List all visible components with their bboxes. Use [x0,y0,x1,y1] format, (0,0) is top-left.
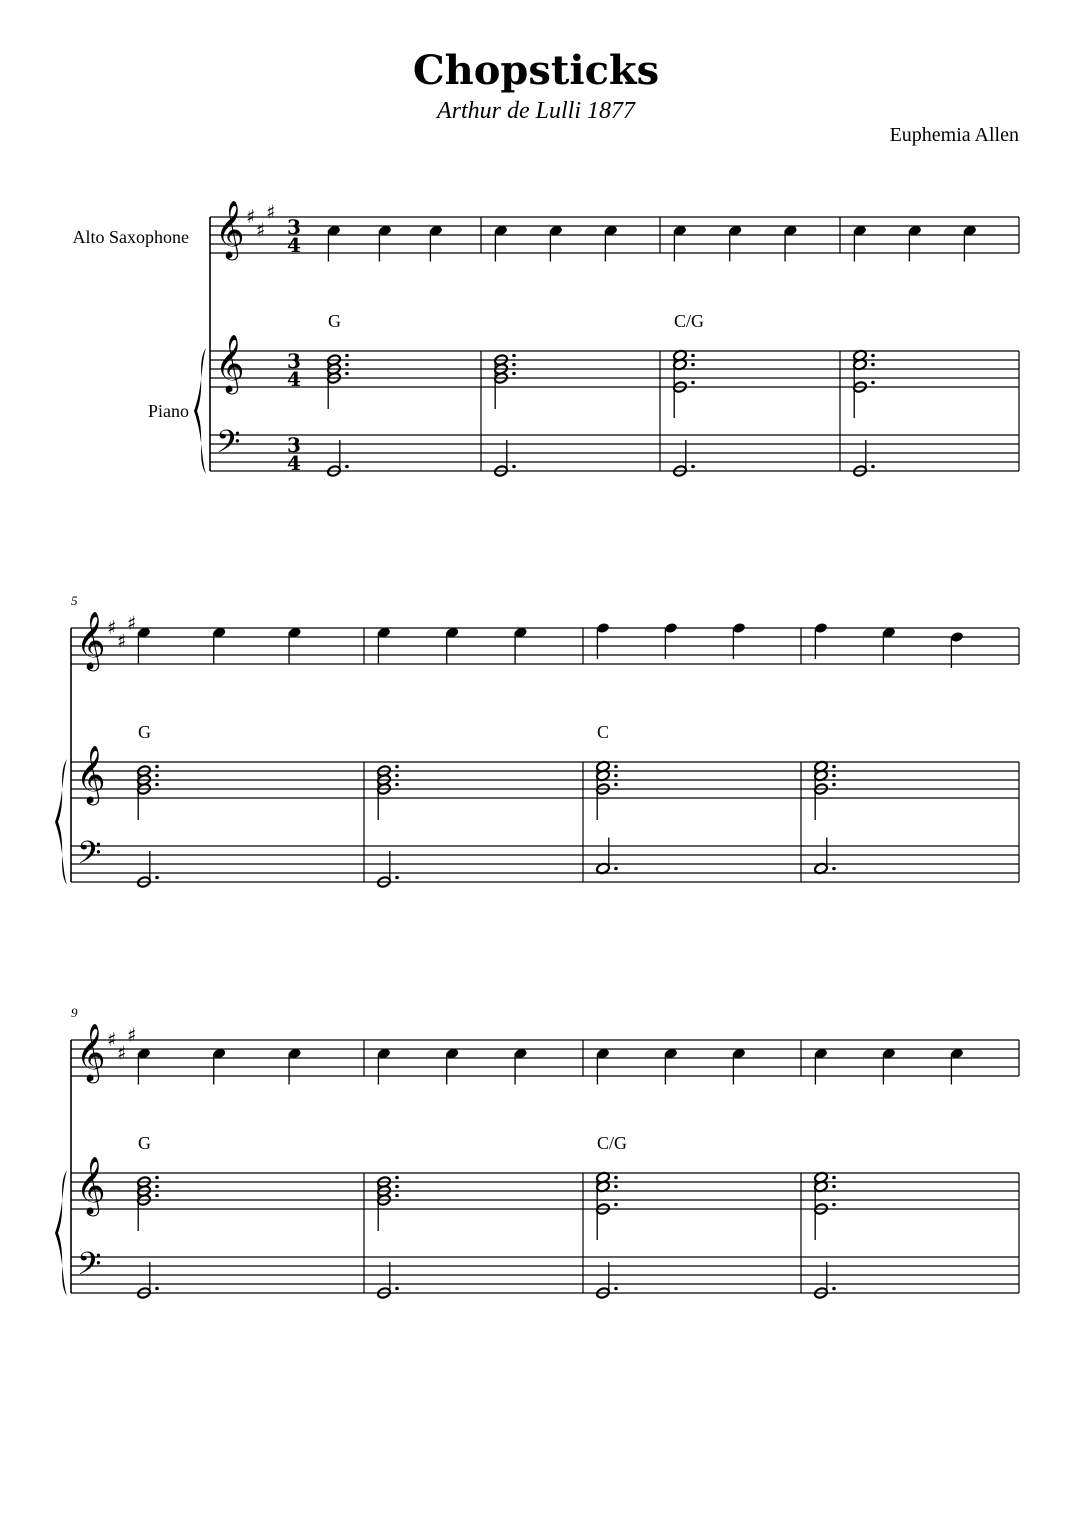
piano-bass-staff [210,435,1019,471]
time-signature-denominator: 4 [287,451,301,475]
augmentation-dot [832,1185,836,1189]
augmentation-dot [832,783,836,787]
augmentation-dot [155,1287,159,1291]
piano-brace [55,759,67,885]
augmentation-dot [871,363,875,367]
time-signature-denominator: 4 [287,367,301,391]
augmentation-dot [832,1287,836,1291]
treble-clef: 𝄞 [76,1022,106,1081]
augmentation-dot [345,354,349,358]
augmentation-dot [512,354,516,358]
augmentation-dot [832,765,836,769]
time-signature-numerator: 3 [287,349,301,373]
time-signature-numerator: 3 [287,433,301,457]
key-signature-sharp: ♯ [266,201,276,224]
augmentation-dot [345,465,349,469]
bass-clef: 𝄢 [77,834,102,879]
chord-symbol: G [138,722,151,742]
augmentation-dot [395,1287,399,1291]
piano-treble-staff [71,1173,1019,1209]
alto-sax-staff [210,217,1019,253]
augmentation-dot [155,774,159,778]
treble-clef: 𝄞 [76,610,106,669]
key-signature-sharp: ♯ [117,630,127,653]
piano-brace [55,1170,67,1296]
augmentation-dot [512,465,516,469]
piece-subtitle: Arthur de Lulli 1877 [436,98,636,124]
augmentation-dot [155,1185,159,1189]
instrument-name-alto-saxophone: Alto Saxophone [72,227,189,247]
augmentation-dot [614,774,618,778]
chord-symbol: G [138,1133,151,1153]
augmentation-dot [614,783,618,787]
augmentation-dot [395,1185,399,1189]
time-signature-numerator: 3 [287,215,301,239]
augmentation-dot [871,354,875,358]
augmentation-dot [691,465,695,469]
key-signature-sharp: ♯ [107,617,117,639]
instrument-name-piano: Piano [147,401,189,421]
key-signature-sharp: ♯ [256,219,266,242]
augmentation-dot [871,465,875,469]
augmentation-dot [155,765,159,769]
key-signature-sharp: ♯ [246,206,256,228]
piano-bass-staff [71,846,1019,882]
key-signature-sharp: ♯ [107,1029,117,1051]
augmentation-dot [395,1176,399,1180]
augmentation-dot [691,381,695,385]
key-signature-sharp: ♯ [127,1024,137,1047]
chord-symbol: C [597,722,610,742]
augmentation-dot [512,363,516,367]
augmentation-dot [155,783,159,787]
piano-treble-staff [71,762,1019,798]
piano-bass-staff [71,1257,1019,1293]
augmentation-dot [155,1194,159,1198]
chord-symbol: C/G [674,311,705,331]
augmentation-dot [345,363,349,367]
bass-clef: 𝄢 [216,423,241,468]
augmentation-dot [832,774,836,778]
augmentation-dot [395,1194,399,1198]
augmentation-dot [155,1176,159,1180]
augmentation-dot [614,1176,618,1180]
score-systems [55,200,1019,1299]
key-signature-sharp: ♯ [127,612,137,635]
augmentation-dot [395,783,399,787]
chord-symbol: G [328,311,341,331]
augmentation-dot [832,1176,836,1180]
measure-number: 9 [71,1005,78,1020]
augmentation-dot [832,1203,836,1207]
treble-clef: 𝄞 [215,199,245,258]
augmentation-dot [614,867,618,871]
piece-title: Chopsticks [412,47,660,94]
chord-symbol: C/G [597,1133,628,1153]
augmentation-dot [691,354,695,358]
treble-clef: 𝄞 [76,1155,106,1214]
bass-clef: 𝄢 [77,1245,102,1290]
augmentation-dot [395,765,399,769]
augmentation-dot [614,765,618,769]
augmentation-dot [691,363,695,367]
augmentation-dot [395,876,399,880]
augmentation-dot [832,867,836,871]
augmentation-dot [512,372,516,376]
augmentation-dot [614,1185,618,1189]
treble-clef: 𝄞 [76,744,106,803]
augmentation-dot [155,876,159,880]
augmentation-dot [614,1203,618,1207]
augmentation-dot [395,774,399,778]
treble-clef: 𝄞 [215,333,245,392]
composer-name: Euphemia Allen [889,124,1019,146]
augmentation-dot [614,1287,618,1291]
time-signature-denominator: 4 [287,233,301,257]
piano-brace [194,348,206,474]
measure-number: 5 [71,593,78,608]
augmentation-dot [345,372,349,376]
key-signature-sharp: ♯ [117,1042,127,1065]
augmentation-dot [871,381,875,385]
